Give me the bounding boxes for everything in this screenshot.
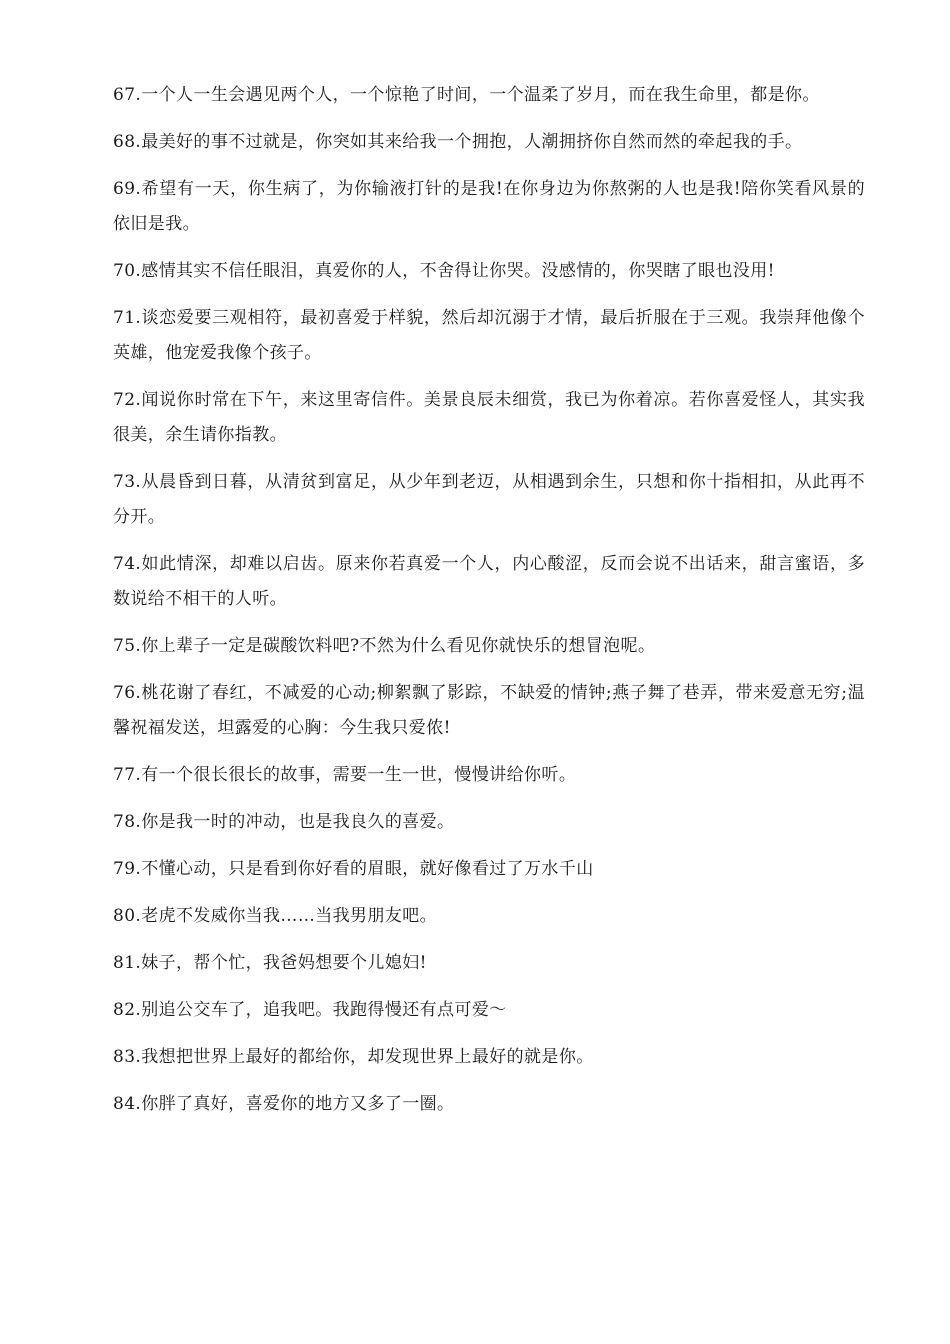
paragraph-82: 82.别追公交车了，追我吧。我跑得慢还有点可爱～	[113, 1000, 507, 1020]
paragraph-71: 71.谈恋爱要三观相符，最初喜爱于样貌，然后却沉溺于才情，最后折服在于三观。我崇拜他像个英雄，他宠爱我像个孩子。	[113, 308, 865, 363]
paragraph-75: 75.你上辈子一定是碳酸饮料吧?不然为什么看见你就快乐的想冒泡呢。	[113, 636, 656, 656]
paragraph-72: 72.闻说你时常在下午，来这里寄信件。美景良辰未细赏，我已为你着凉。若你喜爱怪人，其实我很美，余生请你指教。	[113, 390, 865, 445]
paragraph-76: 76.桃花谢了春红，不减爱的心动;柳絮飘了影踪，不缺爱的情钟;燕子舞了巷弄，带来爱意无穷;温馨祝福发送，坦露爱的心胸：今生我只爱侬!	[113, 683, 865, 738]
paragraph-67: 67.一个人一生会遇见两个人，一个惊艳了时间，一个温柔了岁月，而在我生命里，都是你。	[113, 85, 820, 105]
paragraph-81: 81.妹子，帮个忙，我爸妈想要个儿媳妇!	[113, 953, 427, 973]
document-body	[113, 78, 865, 1134]
paragraph-74: 74.如此情深，却难以启齿。原来你若真爱一个人，内心酸涩，反而会说不出话来，甜言蜜语，多数说给不相干的人听。	[113, 554, 865, 609]
paragraph-68: 68.最美好的事不过就是，你突如其来给我一个拥抱，人潮拥挤你自然而然的牵起我的手。	[113, 132, 803, 152]
paragraph-70: 70.感情其实不信任眼泪，真爱你的人，不舍得让你哭。没感情的，你哭瞎了眼也没用!	[113, 261, 775, 281]
paragraph-84: 84.你胖了真好，喜爱你的地方又多了一圈。	[113, 1094, 455, 1114]
paragraph-78: 78.你是我一时的冲动，也是我良久的喜爱。	[113, 812, 455, 832]
paragraph-79: 79.不懂心动，只是看到你好看的眉眼，就好像看过了万水千山	[113, 859, 594, 879]
paragraph-69: 69.希望有一天，你生病了，为你输液打针的是我!在你身边为你熬粥的人也是我!陪你笑看风景的依旧是我。	[113, 179, 865, 234]
paragraph-73: 73.从晨昏到日暮，从清贫到富足，从少年到老迈，从相遇到余生，只想和你十指相扣，从此再不分开。	[113, 472, 865, 527]
paragraph-77: 77.有一个很长很长的故事，需要一生一世，慢慢讲给你听。	[113, 765, 577, 785]
paragraph-83: 83.我想把世界上最好的都给你，却发现世界上最好的就是你。	[113, 1047, 594, 1067]
paragraph-80: 80.老虎不发威你当我……当我男朋友吧。	[113, 906, 438, 926]
